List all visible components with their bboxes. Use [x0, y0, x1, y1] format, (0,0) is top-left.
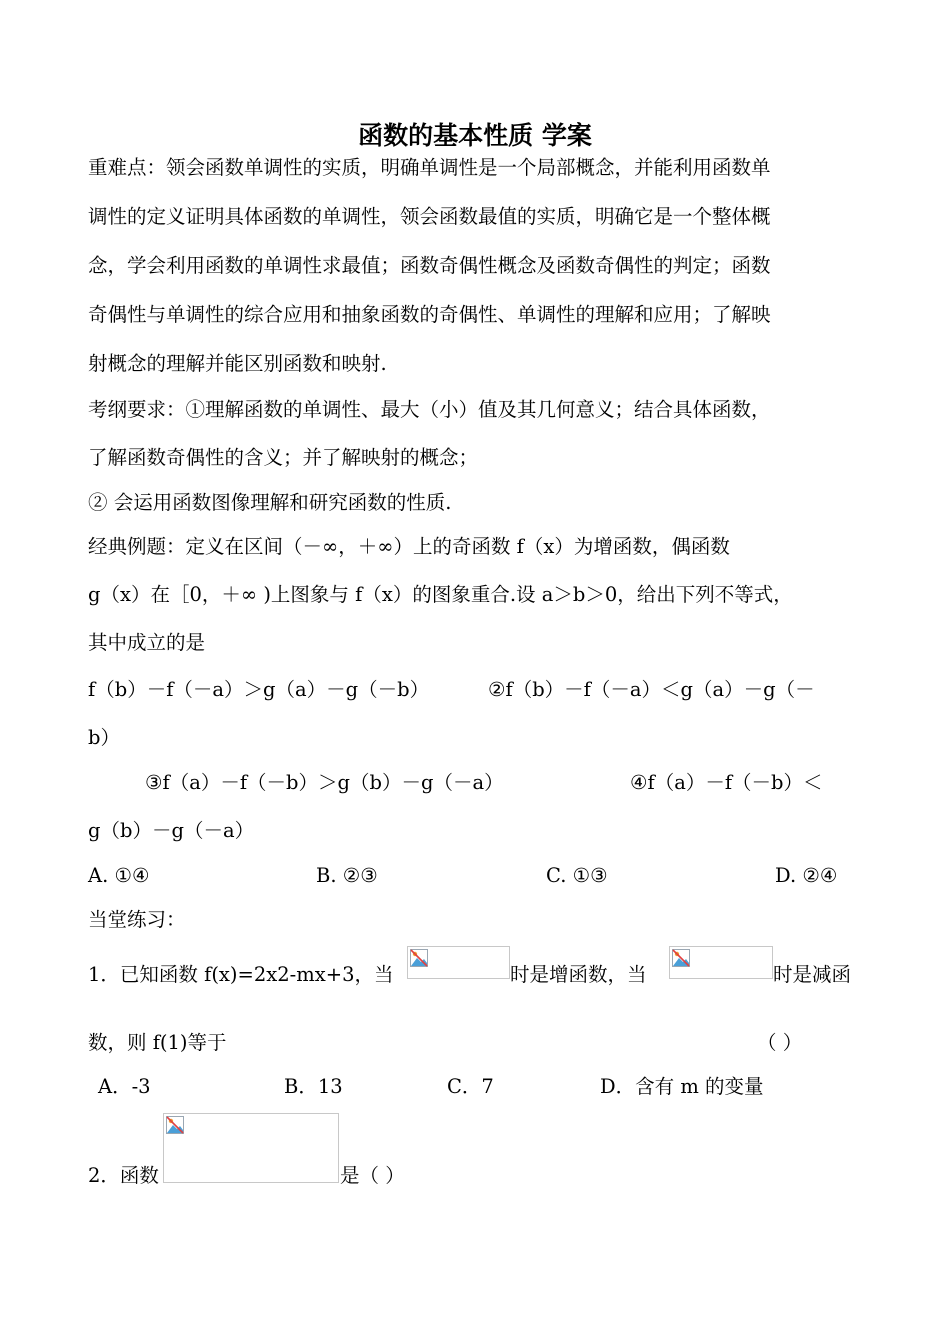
- q1-option-d: D．含有 m 的变量: [600, 1075, 764, 1098]
- q2-text-part2: 是（ ）: [340, 1164, 405, 1187]
- q1-option-c: C．7: [447, 1075, 494, 1098]
- broken-image-icon: [672, 949, 690, 967]
- example-option-d: D. ②④: [775, 864, 838, 887]
- q1-answer-parentheses: （ ）: [757, 1031, 803, 1054]
- q1-text-part2: 时是增函数，当: [510, 963, 647, 986]
- practice-heading: 当堂练习：: [88, 908, 186, 931]
- q2-formula-image: [163, 1113, 339, 1183]
- broken-image-icon: [410, 949, 428, 967]
- q1-option-b: B．13: [284, 1075, 343, 1098]
- requirements-line-2: 了解函数奇偶性的含义；并了解映射的概念；: [88, 446, 479, 469]
- inequality-3: ③f（a）－f（－b）＞g（b）－g（－a）: [145, 771, 504, 794]
- focus-line-2: 调性的定义证明具体函数的单调性，领会函数最值的实质，明确它是一个整体概: [88, 205, 771, 228]
- q1-option-a: A．-3: [98, 1075, 151, 1098]
- example-line-1: 经典例题：定义在区间（－∞，＋∞）上的奇函数 f（x）为增函数，偶函数: [88, 535, 730, 558]
- focus-line-5: 射概念的理解并能区别函数和映射.: [88, 352, 387, 375]
- q1-formula-image-2: [669, 946, 773, 979]
- example-line-2: g（x）在［0，＋∞ )上图象与 f（x）的图象重合.设 a＞b＞0，给出下列不等式，: [88, 583, 793, 606]
- focus-line-1: 重难点：领会函数单调性的实质，明确单调性是一个局部概念，并能利用函数单: [88, 156, 771, 179]
- q1-text-line2: 数，则 f(1)等于: [88, 1031, 227, 1054]
- example-option-c: C. ①③: [546, 864, 608, 887]
- q1-formula-image-1: [407, 946, 510, 979]
- example-option-a: A. ①④: [88, 864, 150, 887]
- inequality-2-continued: b）: [88, 726, 120, 749]
- document-title: 函数的基本性质 学案: [358, 121, 592, 150]
- requirements-line-1: 考纲要求：①理解函数的单调性、最大（小）值及其几何意义；结合具体函数，: [88, 398, 771, 421]
- inequality-4: ④f（a）－f（－b）＜: [630, 771, 823, 794]
- requirements-line-3: ② 会运用函数图像理解和研究函数的性质.: [88, 491, 452, 514]
- focus-line-4: 奇偶性与单调性的综合应用和抽象函数的奇偶性、单调性的理解和应用；了解映: [88, 303, 771, 326]
- broken-image-icon: [166, 1116, 184, 1134]
- inequality-1: f（b）－f（－a）＞g（a）－g（－b）: [88, 678, 430, 701]
- q2-text-part1: 2．函数: [88, 1164, 159, 1187]
- q1-text-part3: 时是减函: [773, 963, 852, 986]
- example-option-b: B. ②③: [316, 864, 378, 887]
- example-line-3: 其中成立的是: [88, 631, 206, 654]
- inequality-4-continued: g（b）－g（－a）: [88, 819, 255, 842]
- q1-text-part1: 1．已知函数 f(x)=2x2-mx+3，当: [88, 963, 394, 986]
- inequality-2: ②f（b）－f（－a）＜g（a）－g（－: [488, 678, 815, 701]
- focus-line-3: 念，学会利用函数的单调性求最值；函数奇偶性概念及函数奇偶性的判定；函数: [88, 254, 771, 277]
